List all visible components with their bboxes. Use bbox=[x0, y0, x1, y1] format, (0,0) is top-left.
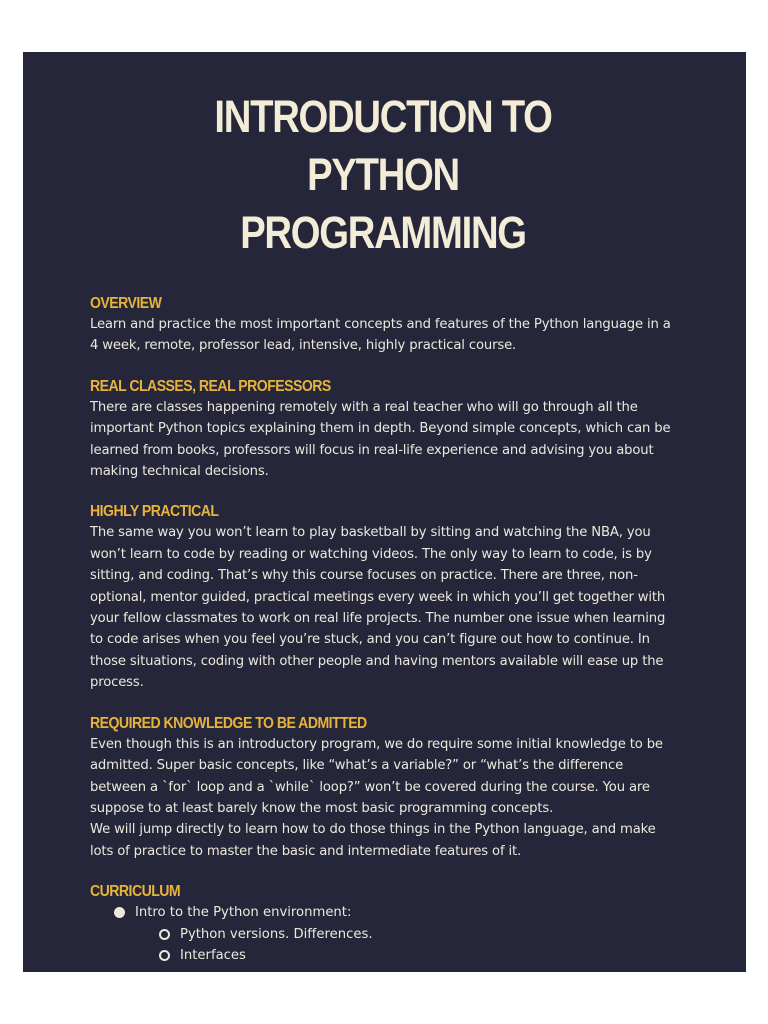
section-heading: CURRICULUM bbox=[90, 883, 181, 901]
list-item bbox=[90, 902, 676, 923]
section-paragraph: We will jump directly to learn how to do those things in the Python language, and make lots of practice to master the basic and intermediate features of it. bbox=[90, 822, 656, 859]
list-subitem-label: Python versions. Differences. bbox=[180, 926, 373, 942]
list-item-label: Intro to the Python environment: bbox=[135, 905, 352, 921]
document-page bbox=[23, 52, 746, 972]
list-subitem-label: Interfaces bbox=[180, 947, 246, 963]
hollow-bullet-icon bbox=[159, 950, 170, 961]
section-heading: REQUIRED KNOWLEDGE TO BE ADMITTED bbox=[90, 714, 367, 732]
section-paragraph: Learn and practice the most important concepts and features of the Python language in a 4 week, remote, professor lead, intensive, highly practical course. bbox=[90, 317, 671, 354]
list-subitem bbox=[90, 924, 676, 945]
curriculum-list bbox=[90, 902, 676, 966]
list-subitem bbox=[90, 945, 676, 966]
section-paragraph: There are classes happening remotely with a real teacher who will go through all the important Python topics explaining them in depth. Beyond simple concepts, which can be learned from books, professors will focus in real-life experience and advising you about making technical decisions. bbox=[90, 399, 671, 480]
section-heading: REAL CLASSES, REAL PROFESSORS bbox=[90, 377, 331, 395]
document-title bbox=[134, 88, 632, 262]
section-curriculum bbox=[90, 882, 676, 966]
section-required-knowledge bbox=[90, 714, 676, 862]
hollow-bullet-icon bbox=[159, 929, 170, 940]
section-highly-practical bbox=[90, 502, 676, 693]
section-overview bbox=[90, 294, 676, 357]
filled-bullet-icon bbox=[114, 907, 125, 918]
title-line-2: PROGRAMMING bbox=[240, 207, 526, 258]
section-real-classes bbox=[90, 377, 676, 483]
section-heading: OVERVIEW bbox=[90, 295, 162, 312]
section-paragraph: The same way you won’t learn to play basketball by sitting and watching the NBA, you won’t learn to code by reading or watching videos. The only way to learn to code, is by sitting, and coding. That’s why this course focuses on practice. There are three, non-optional, mentor guided, practical meetings every week in which you’ll get together with your fellow classmates to work on real life projects. The number one issue when learning to code arises when you feel you’re stuck, and you can’t figure out how to continue. In those situations, coding with other people and having mentors available will ease up the process. bbox=[90, 525, 666, 691]
section-paragraph: Even though this is an introductory program, we do require some initial knowledge to be admitted. Super basic concepts, like “what’s a variable?” or “what’s the difference between a `for` loop and a `while` loop?” won’t be covered during the course. You are suppose to at least barely know the most basic programming concepts. bbox=[90, 736, 663, 816]
title-line-1: INTRODUCTION TO PYTHON bbox=[214, 91, 552, 200]
section-heading: HIGHLY PRACTICAL bbox=[90, 503, 219, 521]
